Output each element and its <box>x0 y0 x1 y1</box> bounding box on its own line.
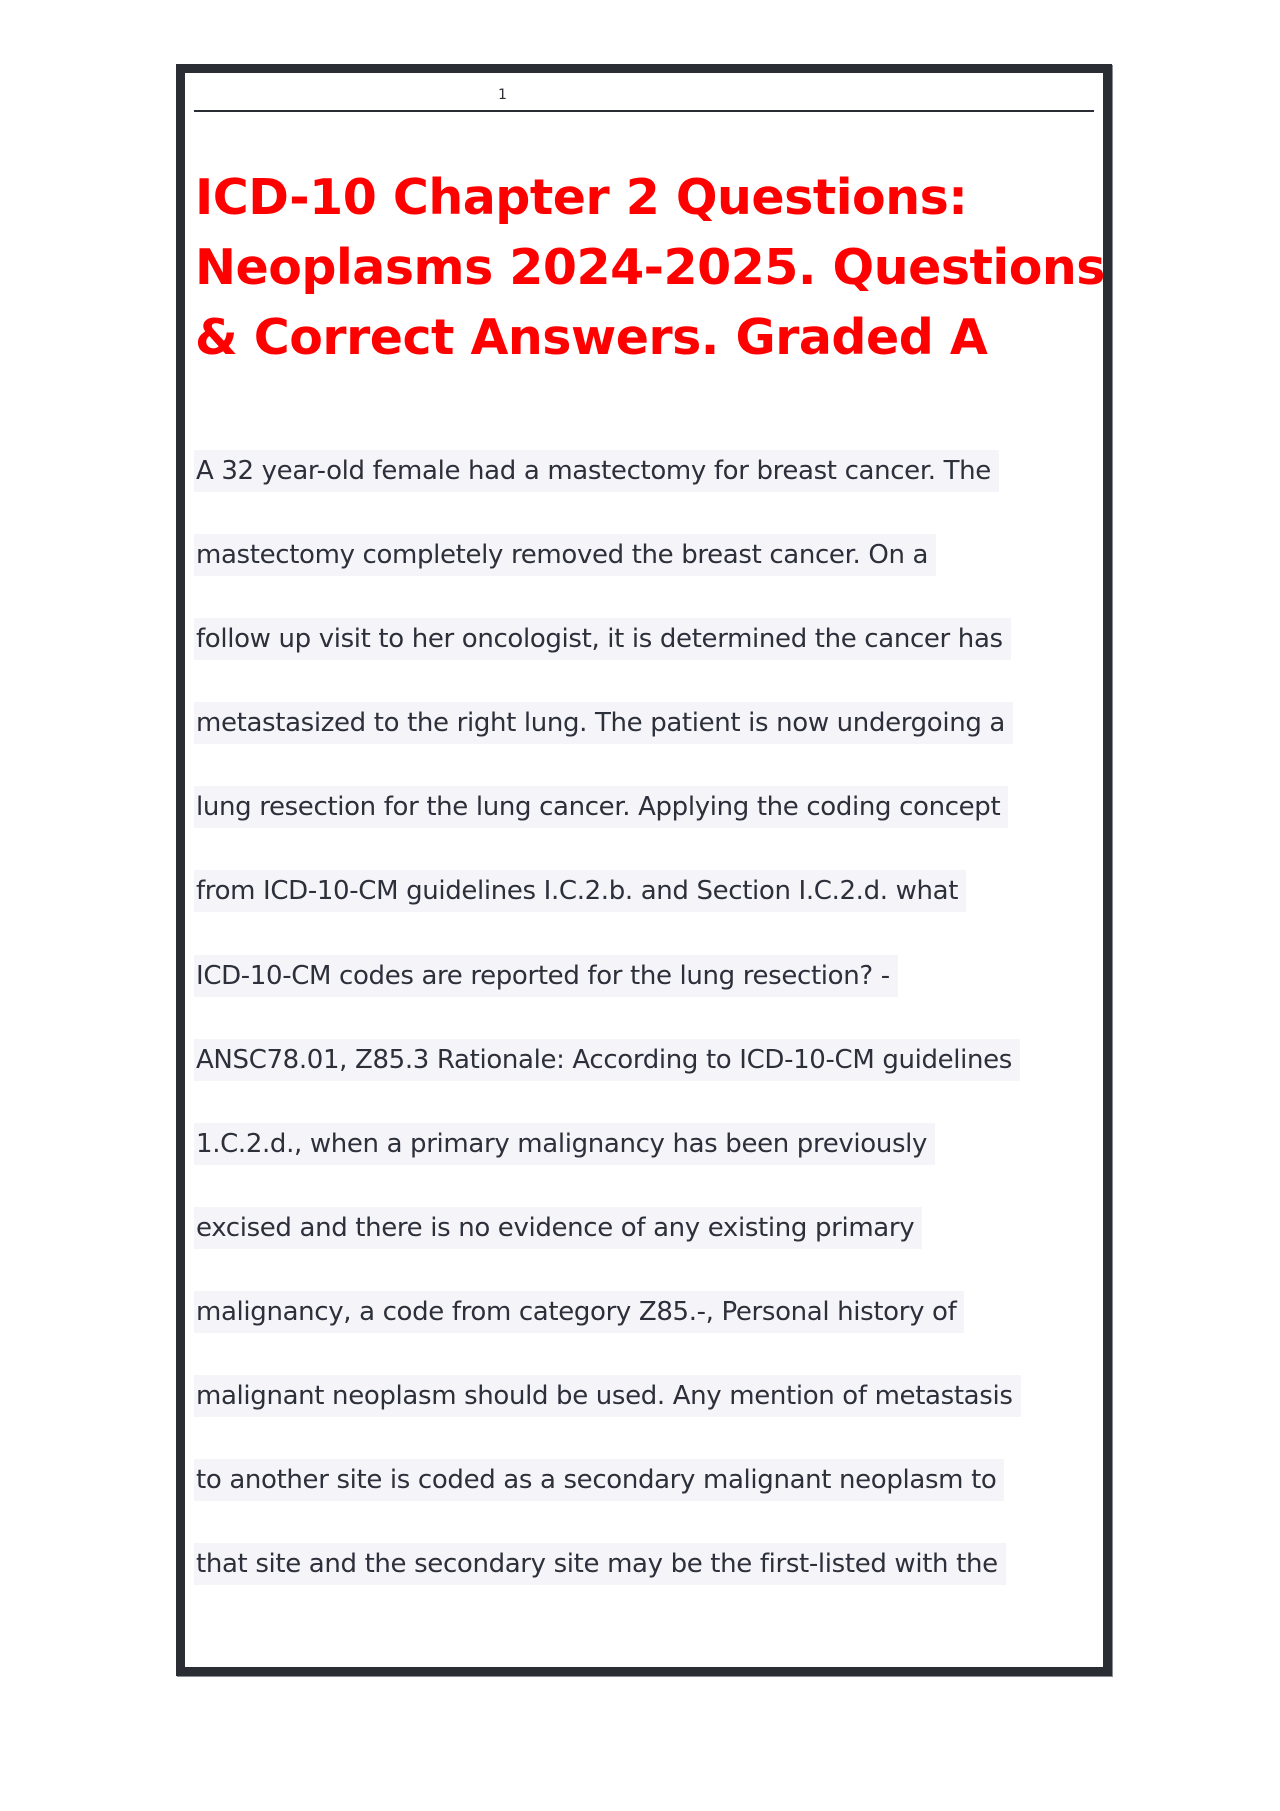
text-line <box>194 870 1099 954</box>
text-line-content: follow up visit to her oncologist, it is determined the cancer has <box>194 618 1011 660</box>
text-line-content: mastectomy completely removed the breast cancer. On a <box>194 534 936 576</box>
title-line: & Correct Answers. Graded A <box>195 309 988 366</box>
text-line-content: lung resection for the lung cancer. Applying the coding concept <box>194 786 1008 828</box>
text-line <box>194 702 1099 786</box>
text-line-content: excised and there is no evidence of any existing primary <box>194 1207 922 1249</box>
text-line-content: that site and the secondary site may be the first-listed with the <box>194 1543 1006 1585</box>
text-line <box>194 1375 1099 1459</box>
text-line <box>194 618 1099 702</box>
text-line <box>194 1207 1099 1291</box>
text-line-content: A 32 year-old female had a mastectomy for breast cancer. The <box>194 450 999 492</box>
text-line <box>194 450 1099 534</box>
page-header <box>194 73 1094 112</box>
title-line: ICD-10 Chapter 2 Questions: <box>195 169 968 226</box>
text-line <box>194 1291 1099 1375</box>
document-title <box>195 163 1105 373</box>
text-line-content: from ICD-10-CM guidelines I.C.2.b. and Section I.C.2.d. what <box>194 870 966 912</box>
text-line <box>194 955 1099 1039</box>
text-line-content: ICD-10-CM codes are reported for the lung resection? - <box>194 955 898 997</box>
text-line-content: to another site is coded as a secondary malignant neoplasm to <box>194 1459 1004 1501</box>
text-line <box>194 534 1099 618</box>
text-line <box>194 786 1099 870</box>
text-line-content: malignant neoplasm should be used. Any mention of metastasis <box>194 1375 1021 1417</box>
page-frame <box>176 64 1112 1676</box>
text-line-content: metastasized to the right lung. The patient is now undergoing a <box>194 702 1013 744</box>
text-line-content: malignancy, a code from category Z85.-, Personal history of <box>194 1291 964 1333</box>
document-body <box>194 450 1099 1627</box>
text-line-content: 1.C.2.d., when a primary malignancy has been previously <box>194 1123 935 1165</box>
text-line <box>194 1543 1099 1627</box>
text-line-content: ANSC78.01, Z85.3 Rationale: According to ICD-10-CM guidelines <box>194 1039 1020 1081</box>
text-line <box>194 1459 1099 1543</box>
page-number: 1 <box>498 87 507 103</box>
text-line <box>194 1123 1099 1207</box>
text-line <box>194 1039 1099 1123</box>
title-line: Neoplasms 2024-2025. Questions <box>195 239 1105 296</box>
